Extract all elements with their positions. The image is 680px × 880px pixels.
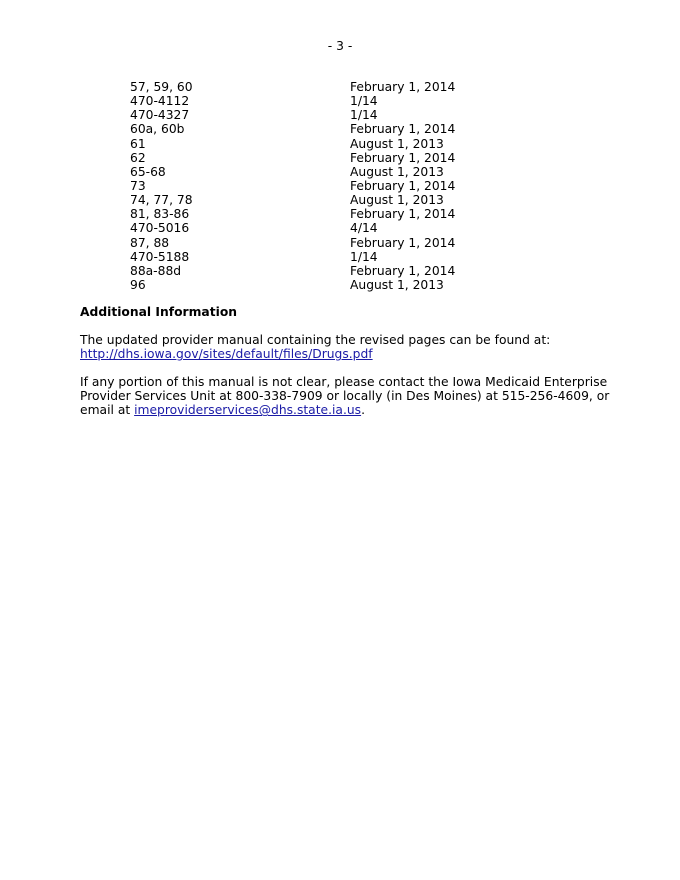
revision-date: August 1, 2013 (350, 277, 444, 292)
revision-pages: 61 (130, 136, 146, 151)
revision-pages: 96 (130, 277, 146, 292)
revision-pages: 60a, 60b (130, 122, 185, 137)
revision-date: February 1, 2014 (350, 207, 456, 222)
revision-pages: 470-5188 (130, 249, 190, 264)
revision-date: February 1, 2014 (350, 235, 456, 250)
contact-email-link[interactable]: imeproviderservices@dhs.state.ia.us (134, 403, 362, 418)
revision-pages: 73 (130, 178, 146, 193)
revision-date: 1/14 (350, 249, 378, 264)
revision-date: August 1, 2013 (350, 136, 444, 151)
page-number: - 3 - (327, 39, 353, 53)
revision-date: 4/14 (350, 221, 378, 236)
revision-pages: 470-5016 (130, 221, 190, 236)
revision-pages: 87, 88 (130, 235, 170, 250)
contact-paragraph (80, 375, 610, 418)
revision-date: February 1, 2014 (350, 150, 456, 165)
contact-end: . (361, 403, 365, 418)
revision-date: February 1, 2014 (350, 80, 456, 94)
revision-pages: 470-4112 (130, 94, 190, 109)
revision-date: February 1, 2014 (350, 263, 456, 278)
revision-date: August 1, 2013 (350, 164, 444, 179)
revision-date: August 1, 2013 (350, 193, 444, 208)
revision-pages: 57, 59, 60 (130, 80, 193, 94)
revision-pages: 65-68 (130, 164, 166, 179)
additional-information-heading: Additional Information (80, 305, 238, 319)
contact-text: If any portion of this manual is not clear, please contact the Iowa Medicaid Enterprise Provider Services Unit at 800-338-7909 or locally (in Des Moines) at 515-256-4609, or email at (80, 375, 610, 418)
revision-date: February 1, 2014 (350, 122, 456, 137)
manual-text: The updated provider manual containing the revised pages can be found at: (80, 333, 551, 347)
revision-pages: 74, 77, 78 (130, 193, 193, 208)
manual-paragraph (80, 333, 610, 361)
drugs-manual-link[interactable]: http://dhs.iowa.gov/sites/default/files/Drugs.pdf (80, 347, 373, 362)
revision-pages: 88a-88d (130, 263, 182, 278)
revision-date: 1/14 (350, 108, 378, 123)
revision-pages: 470-4327 (130, 108, 190, 123)
revision-date: 1/14 (350, 94, 378, 109)
revision-pages: 62 (130, 150, 146, 165)
revision-date: February 1, 2014 (350, 178, 456, 193)
revision-pages: 81, 83-86 (130, 207, 190, 222)
